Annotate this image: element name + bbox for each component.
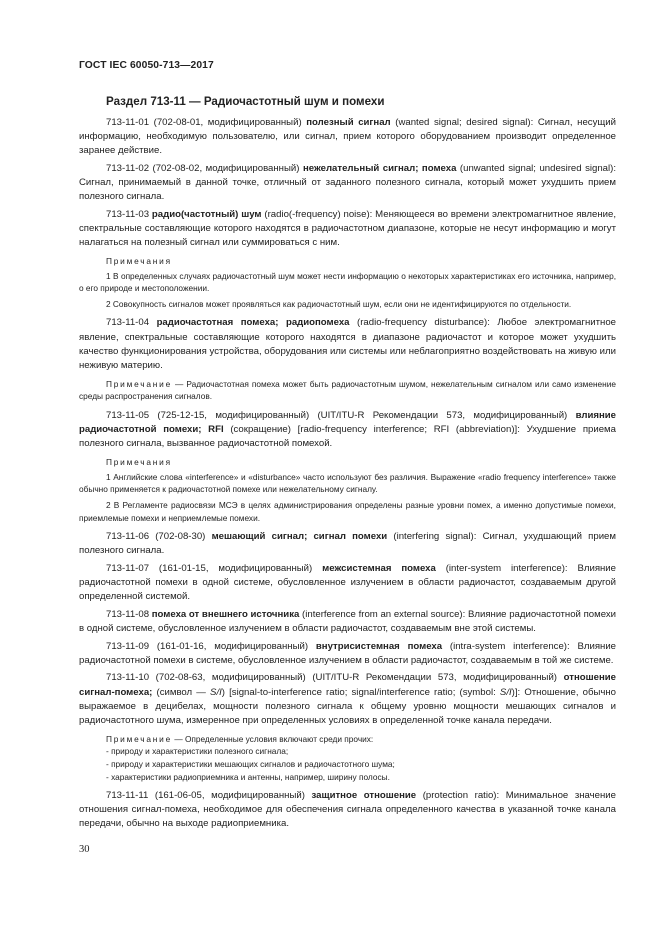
- entry-713-11-06: [79, 530, 616, 558]
- entry-definition: (radio-frequency disturbance): Любое электромагнитное явление, спектральные составляющие которого находятся в диапазоне радиочастот и которое может ухудшить качество функционирования устройства, оборудования или системы или неблагоприятно воздействовать на живую или неживую материю.: [79, 317, 616, 371]
- entry-713-11-08: [79, 608, 616, 636]
- notes-heading: Примечания: [106, 457, 172, 468]
- entry-number: 713-11-06 (702-08-30): [106, 531, 206, 543]
- entry-definition: (сокращение) [radio-frequency interference; RFI (abbreviation)]: Ухудшение приема полезного сигнала, вызванное радиочастотной помехой.: [79, 424, 616, 450]
- list-item: - характеристики радиоприемника и антенны, например, ширину полосы.: [106, 771, 390, 782]
- page-number: 30: [79, 844, 90, 855]
- entry-definition: (interference from an external source): Влияние радиочастотной помехи в одной системе, обусловленное излучением в области радиочастот, создаваемым вне этой системы.: [79, 608, 616, 634]
- list-item: - природу и характеристики полезного сигнала;: [106, 746, 289, 757]
- entry-number: 713-11-08: [106, 608, 150, 620]
- entry-number: 713-11-10 (702-08-63, модифицированный) (UIT/ITU-R Рекомендации 573, модифицированный): [106, 672, 557, 684]
- note-body: — Определенные условия включают среди прочих:: [172, 733, 374, 744]
- entry-number: 713-11-03: [106, 208, 150, 220]
- entry-713-11-02: [79, 162, 616, 204]
- entry-term: влияние радиочастотной помехи; RFI: [79, 409, 616, 436]
- entry-definition: )]: Отношение, обычно выражаемое в децибелах, мощности полезного сигнала к общему уровню мощности мешающих сигналов и радиочастотного шума, измеренное при определенных условиях в определенной точке канала передачи.: [79, 686, 617, 726]
- symbol: S/I: [499, 686, 512, 698]
- document-body: [79, 116, 616, 835]
- notes-heading: Примечание: [106, 733, 173, 744]
- note-text: [79, 733, 616, 746]
- entry-term: радио(частотный) шум: [151, 208, 262, 220]
- entry-definition: (radio(-frequency) noise): Меняющееся во времени электромагнитное явление, спектральные составляющие которого находятся в радиочастотном диапазоне, которые не несут информацию и могут налагаться на полезный сигнал или суммироваться с ним.: [79, 208, 616, 248]
- notes-713-11-10: [79, 733, 616, 783]
- entry-713-11-10: [79, 671, 616, 727]
- entry-713-11-07: [79, 562, 616, 604]
- notes-713-11-04: [79, 378, 616, 403]
- notes-713-11-05: [79, 456, 616, 524]
- notes-713-11-03: [79, 255, 616, 310]
- entry-definition: (wanted signal; desired signal): Сигнал, несущий информацию, необходимую пользователю, или сигнал, прием которого оборудованием производит определенное заранее действие.: [79, 117, 616, 157]
- entry-number: 713-11-04: [106, 317, 150, 329]
- symbol: S/I: [210, 686, 222, 698]
- entry-number: 713-11-11 (161-06-05, модифицированный): [106, 790, 305, 802]
- entry-number: 713-11-07 (161-01-15, модифицированный): [106, 563, 313, 574]
- entry-term: помеха от внешнего источника: [151, 608, 300, 620]
- entry-definition: ) [signal-to-interference ratio; signal/interference ratio; (symbol:: [221, 686, 500, 698]
- entry-713-11-09: [79, 640, 616, 668]
- entry-term: нежелательный сигнал; помеха: [302, 162, 457, 174]
- entry-definition: (interfering signal): Сигнал, ухудшающий прием полезного сигнала.: [79, 531, 616, 557]
- notes-heading: Примечания: [106, 256, 172, 267]
- entry-term: мешающий сигнал; сигнал помехи: [211, 531, 388, 543]
- notes-heading: Примечание: [106, 378, 173, 389]
- note-text: [79, 378, 616, 403]
- section-title: Раздел 713-11 — Радиочастотный шум и помехи: [106, 95, 385, 108]
- entry-term: внутрисистемная помеха: [315, 640, 443, 652]
- entry-713-11-03: [79, 208, 616, 250]
- entry-number: 713-11-09 (161-01-16, модифицированный): [106, 640, 309, 652]
- entry-number: 713-11-01 (702-08-01, модифицированный): [106, 117, 302, 128]
- note-text: 1 В определенных случаях радиочастотный шум может нести информацию о некоторых характеристиках его источника, например, о его природе и местоположении.: [79, 270, 616, 294]
- entry-term: межсистемная помеха: [322, 563, 436, 574]
- list-item: - природу и характеристики мешающих сигналов и радиочастотного шума;: [106, 759, 395, 769]
- entry-term: радиочастотная помеха; радиопомеха: [156, 317, 350, 329]
- note-text: 2 В Регламенте радиосвязи МСЭ в целях администрирования определены разные уровни помех, а именно допустимые помехи, приемлемые помехи и неприемлемые помехи.: [79, 500, 616, 523]
- entry-term: полезный сигнал: [306, 117, 391, 128]
- entry-definition: (protection ratio): Минимальное значение отношения сигнал-помеха, необходимое для обеспечения сигнала определенного качества в указанной точке канала передачи, обычно на выходе радиоприемника.: [79, 790, 616, 830]
- entry-713-11-01: [79, 116, 616, 158]
- note-text: 1 Английские слова «interference» и «disturbance» часто используют без различия. Выражение «radio frequency interference» также обычно применяется к радиочастотной помехе или нежелательному сигналу.: [79, 471, 616, 495]
- entry-definition: (символ —: [152, 686, 211, 698]
- entry-definition: (intra-system interference): Влияние радиочастотной помехи в системе, обусловленное излучением в области радиочастот, создаваемым в той же системе.: [79, 640, 617, 666]
- entry-713-11-05: [79, 409, 616, 451]
- entry-definition: (unwanted signal; undesired signal): Сигнал, принимаемый в данной точке, отличный от заданного полезного сигнала, который может ухудшить прием полезного сигнала.: [79, 162, 617, 203]
- entry-number: 713-11-05 (725-12-15, модифицированный) (UIT/ITU-R Рекомендации 573, модифицированный): [106, 409, 568, 421]
- entry-term: защитное отношение: [311, 790, 417, 802]
- entry-713-11-04: [79, 316, 616, 372]
- note-text: 2 Совокупность сигналов может проявляться как радиочастотный шум, если они не идентифицируются по отдельности.: [106, 298, 572, 309]
- entry-term: отношение сигнал-помеха;: [79, 672, 616, 698]
- entry-definition: (inter-system interference): Влияние радиочастотной помехи в одной системе, обусловленное излучением в области радиочастот, создаваемым другой определенной системой.: [79, 563, 617, 603]
- note-list: [79, 745, 616, 783]
- entry-713-11-11: [79, 789, 616, 831]
- document-header: ГОСТ IEC 60050-713—2017: [79, 60, 214, 71]
- entry-number: 713-11-02 (702-08-02, модифицированный): [106, 162, 300, 174]
- note-body: — Радиочастотная помеха может быть радиочастотным шумом, нежелательным сигналом или само изменение среды распространения сигналов.: [79, 378, 616, 402]
